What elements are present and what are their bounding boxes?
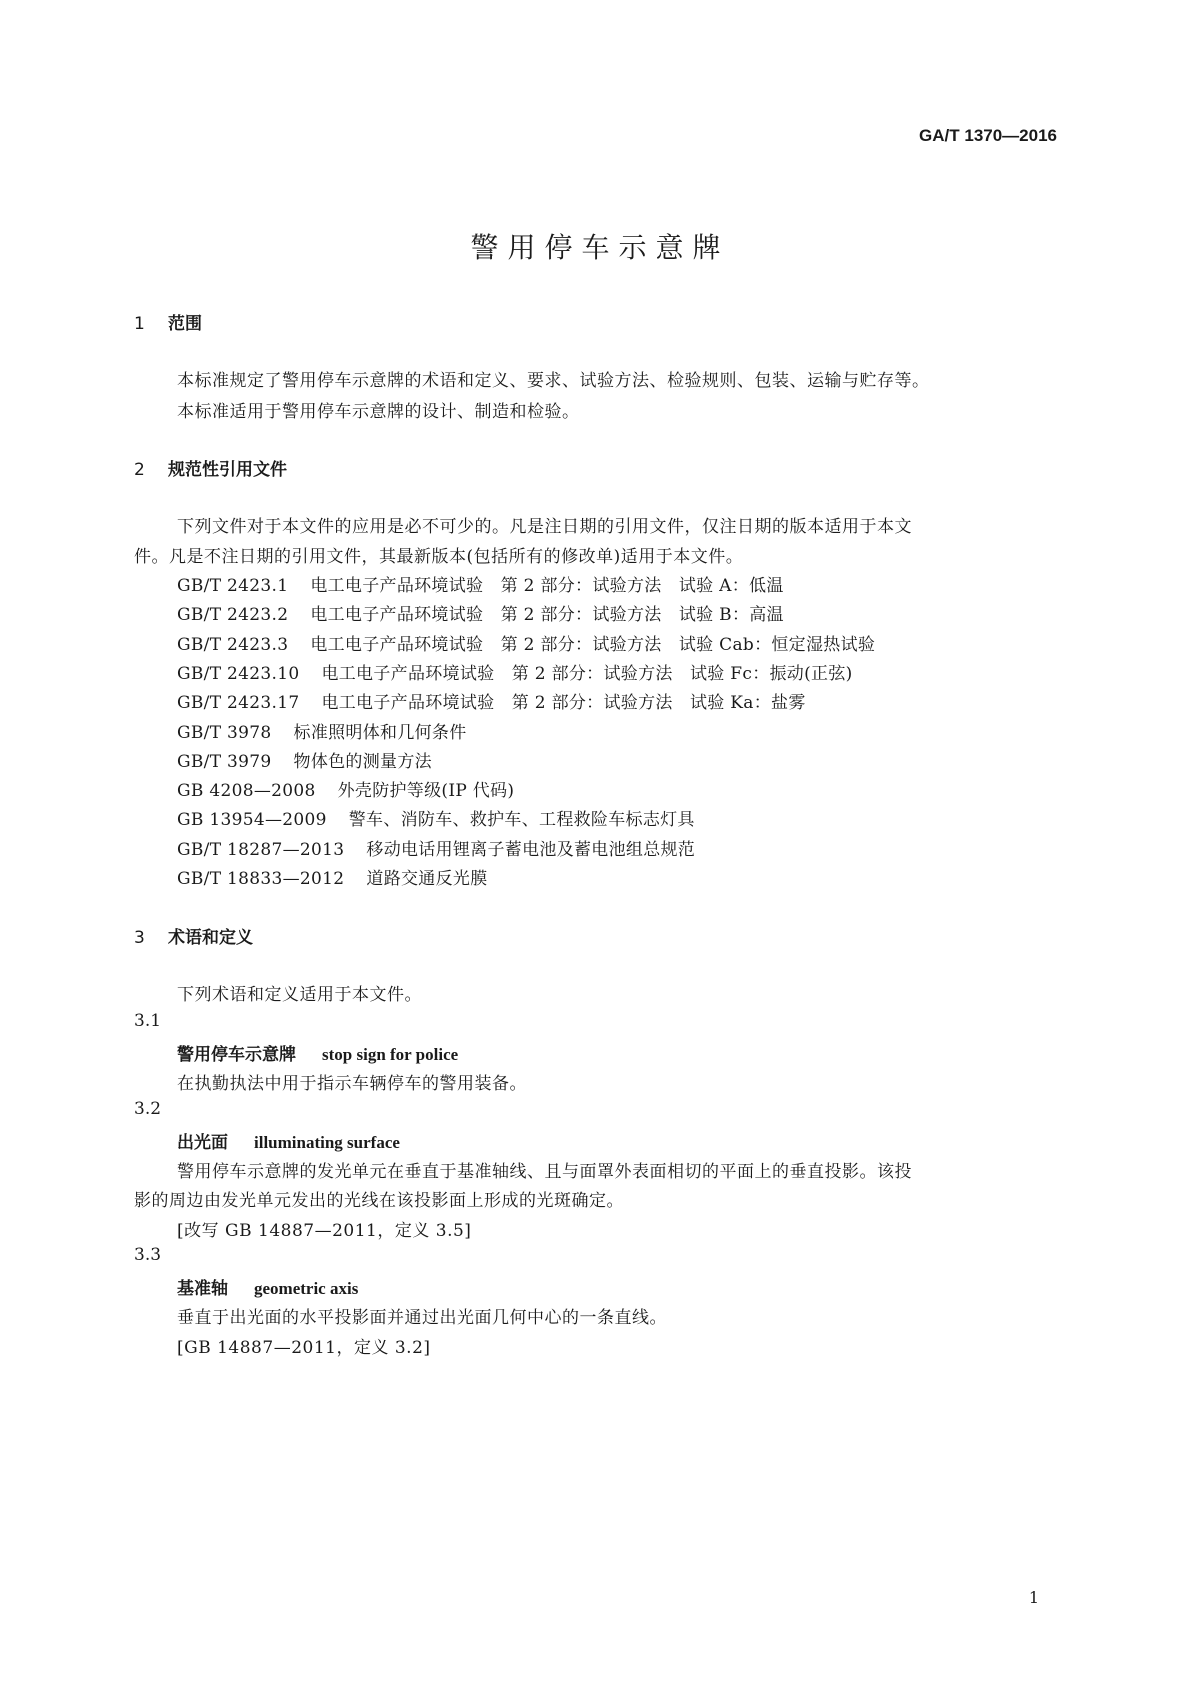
term-en: stop sign for police: [322, 1045, 459, 1064]
term-zh: 出光面: [177, 1133, 228, 1153]
term-definition: 垂直于出光面的水平投影面并通过出光面几何中心的一条直线。: [177, 1308, 667, 1328]
reference-code: GB 4208—2008: [177, 781, 316, 801]
reference-title: 道路交通反光膜: [366, 869, 488, 889]
term-number: 3.2: [134, 1099, 162, 1119]
reference-code: GB/T 2423.3: [177, 635, 289, 655]
term-definition: 警用停车示意牌的发光单元在垂直于基准轴线、且与面罩外表面相切的平面上的垂直投影。该投: [177, 1162, 912, 1182]
reference-title: 物体色的测量方法: [293, 752, 432, 772]
section-2-heading: [134, 455, 287, 480]
reference-title: 警车、消防车、救护车、工程救险车标志灯具: [348, 810, 695, 830]
term-en: illuminating surface: [254, 1133, 400, 1152]
paragraph: 件。凡是不注日期的引用文件，其最新版本(包括所有的修改单)适用于本文件。: [134, 547, 744, 567]
document-title: 警用停车示意牌: [470, 231, 730, 264]
section-title: 术语和定义: [168, 928, 253, 948]
reference-title: 电工电子产品环境试验 第 2 部分：试验方法 试验 A：低温: [310, 576, 784, 596]
section-number: 2: [134, 460, 145, 480]
reference-code: GB 13954—2009: [177, 810, 327, 830]
reference-item: [177, 688, 806, 713]
reference-title: 电工电子产品环境试验 第 2 部分：试验方法 试验 Ka：盐雾: [321, 693, 806, 713]
reference-item: [177, 571, 784, 596]
term-number: 3.3: [134, 1245, 162, 1265]
paragraph: 下列文件对于本文件的应用是必不可少的。凡是注日期的引用文件，仅注日期的版本适用于本文: [177, 517, 912, 537]
reference-title: 电工电子产品环境试验 第 2 部分：试验方法 试验 B：高温: [310, 605, 784, 625]
paragraph: 本标准规定了警用停车示意牌的术语和定义、要求、试验方法、检验规则、包装、运输与贮存等。: [177, 371, 930, 391]
section-number: 3: [134, 928, 145, 948]
term-en: geometric axis: [254, 1279, 359, 1298]
reference-item: [177, 630, 875, 655]
document-number: GA/T 1370—2016: [919, 126, 1057, 145]
reference-item: [177, 835, 695, 860]
reference-title: 电工电子产品环境试验 第 2 部分：试验方法 试验 Cab：恒定湿热试验: [310, 635, 876, 655]
paragraph: 下列术语和定义适用于本文件。: [177, 985, 422, 1005]
reference-item: [177, 659, 853, 684]
reference-code: GB/T 2423.17: [177, 693, 300, 713]
reference-title: 标准照明体和几何条件: [293, 723, 467, 743]
reference-code: GB/T 2423.10: [177, 664, 300, 684]
reference-title: 移动电话用锂离子蓄电池及蓄电池组总规范: [366, 840, 696, 860]
reference-item: [177, 805, 695, 830]
reference-code: GB/T 2423.2: [177, 605, 289, 625]
paragraph: 本标准适用于警用停车示意牌的设计、制造和检验。: [177, 402, 580, 422]
page-number: 1: [1028, 1588, 1039, 1607]
reference-item: [177, 600, 784, 625]
section-title: 范围: [168, 314, 202, 334]
reference-code: GB/T 3978: [177, 723, 272, 743]
reference-item: [177, 776, 514, 801]
section-number: 1: [134, 314, 145, 334]
reference-item: [177, 864, 488, 889]
term-definition: 在执勤执法中用于指示车辆停车的警用装备。: [177, 1074, 527, 1094]
term-zh: 基准轴: [177, 1279, 228, 1299]
reference-code: GB/T 18287—2013: [177, 840, 345, 860]
term-heading: [177, 1040, 458, 1065]
term-source: [GB 14887—2011，定义 3.2]: [177, 1338, 431, 1358]
reference-code: GB/T 18833—2012: [177, 869, 345, 889]
reference-title: 外壳防护等级(IP 代码): [337, 781, 515, 801]
term-zh: 警用停车示意牌: [177, 1045, 296, 1065]
term-definition: 影的周边由发光单元发出的光线在该投影面上形成的光斑确定。: [134, 1191, 624, 1211]
reference-code: GB/T 3979: [177, 752, 272, 772]
reference-title: 电工电子产品环境试验 第 2 部分：试验方法 试验 Fc：振动(正弦): [321, 664, 853, 684]
term-number: 3.1: [134, 1011, 162, 1031]
section-3-heading: [134, 923, 253, 948]
section-title: 规范性引用文件: [168, 460, 287, 480]
reference-code: GB/T 2423.1: [177, 576, 289, 596]
term-heading: [177, 1128, 400, 1153]
term-heading: [177, 1274, 358, 1299]
term-source: [改写 GB 14887—2011，定义 3.5]: [177, 1221, 472, 1241]
section-1-heading: [134, 309, 202, 334]
reference-item: [177, 718, 467, 743]
reference-item: [177, 747, 432, 772]
